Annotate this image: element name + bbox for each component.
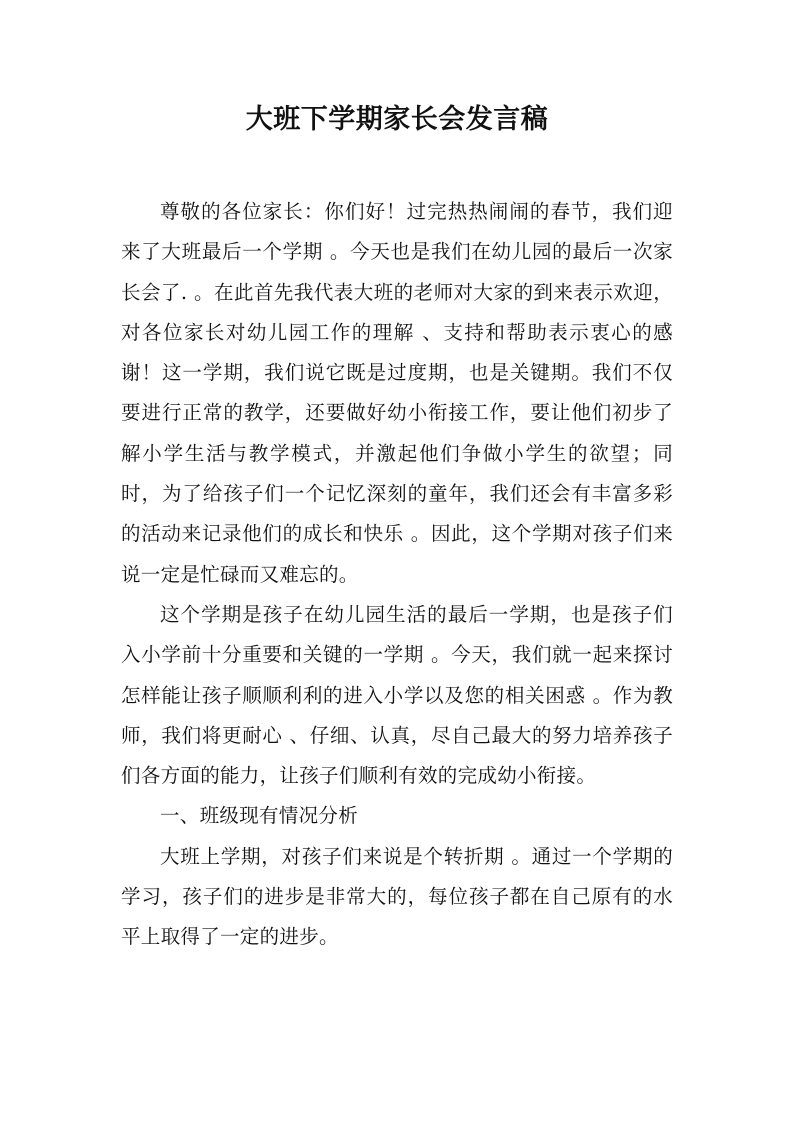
document-title: 大班下学期家长会发言稿 xyxy=(245,104,549,135)
document-body xyxy=(121,192,673,958)
paragraph: 大班上学期，对孩子们来说是个转折期 。通过一个学期的学习，孩子们的进步是非常大的，每位孩子都在自己原有的水平上取得了一定的进步。 xyxy=(121,844,673,949)
paragraph: 尊敬的各位家长：你们好！过完热热闹闹的春节，我们迎来了大班最后一个学期 。今天也是我们在幼儿园的最后一次家长会了. 。在此首先我代表大班的老师对大家的到来表示欢迎，对各位家长对幼儿园工作的理解 、支持和帮助表示衷心的感谢！这一学期，我们说它既是过度期，也是关键期。我们不仅要进行正常的教学，还要做好幼小衔接工作，要让他们初步了解小学生活与教学模式，并激起他们争做小学生的欲望；同时，为了给孩子们一个记忆深刻的童年，我们还会有丰富多彩的活动来记录他们的成长和快乐 。因此，这个学期对孩子们来说一定是忙碌而又难忘的。 xyxy=(121,200,673,586)
paragraph: 这个学期是孩子在幼儿园生活的最后一学期，也是孩子们入小学前十分重要和关键的一学期 。今天，我们就一起来探讨怎样能让孩子顺顺利利的进入小学以及您的相关困惑 。作为教师，我们将更耐心 、仔细、认真，尽自己最大的努力培养孩子们各方面的能力，让孩子们顺利有效的完成幼小衔接。 xyxy=(121,602,673,788)
section-heading: 一、班级现有情况分析 xyxy=(160,804,359,828)
